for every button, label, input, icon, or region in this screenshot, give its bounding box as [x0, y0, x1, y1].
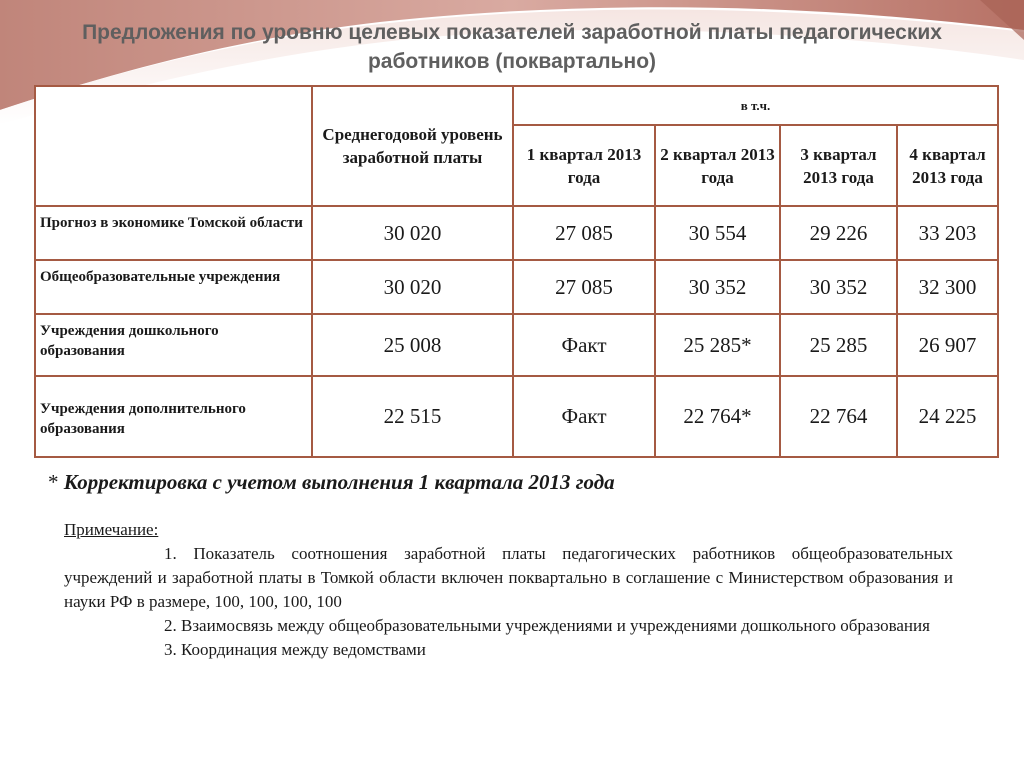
table-header-row	[35, 86, 998, 125]
header-quarter-4: 4 квартал 2013 года	[897, 125, 998, 206]
quarter-4-value: 32 300	[897, 260, 998, 314]
header-quarter-2: 2 квартал 2013 года	[655, 125, 780, 206]
quarter-1-value: 27 085	[513, 206, 655, 260]
salary-table	[34, 85, 999, 458]
quarter-4-value: 26 907	[897, 314, 998, 376]
avg-value: 25 008	[312, 314, 513, 376]
quarter-2-value: 25 285*	[655, 314, 780, 376]
footnote-star: *	[48, 470, 59, 494]
table-row	[35, 206, 998, 260]
header-including: в т.ч.	[513, 86, 998, 125]
footnote	[48, 470, 615, 495]
quarter-2-value: 22 764*	[655, 376, 780, 457]
header-quarter-1: 1 квартал 2013 года	[513, 125, 655, 206]
header-quarter-3: 3 квартал 2013 года	[780, 125, 897, 206]
page-title: Предложения по уровню целевых показателей заработной платы педагогических работников (поквартально)	[82, 21, 942, 73]
note-caption: Примечание:	[64, 520, 159, 539]
header-blank-cell	[35, 86, 312, 206]
quarter-1-value: 27 085	[513, 260, 655, 314]
table-row	[35, 260, 998, 314]
table-row	[35, 376, 998, 457]
row-label: Общеобразовательные учреждения	[35, 260, 312, 314]
quarter-2-value: 30 554	[655, 206, 780, 260]
header-avg-salary: Среднегодовой уровень заработной платы	[312, 86, 513, 206]
quarter-3-value: 22 764	[780, 376, 897, 457]
quarter-2-value: 30 352	[655, 260, 780, 314]
avg-value: 22 515	[312, 376, 513, 457]
row-label: Учреждения дошкольного образования	[35, 314, 312, 376]
quarter-3-value: 29 226	[780, 206, 897, 260]
note-item: 1. Показатель соотношения заработной платы педагогических работников общеобразовательных учреждений и заработной платы в Томкой области включен поквартально в соглашение с Министерством образования и науки РФ в размере, 100, 100, 100, 100	[64, 544, 953, 611]
quarter-4-value: 33 203	[897, 206, 998, 260]
row-label: Учреждения дополнительного образования	[35, 376, 312, 457]
footnote-text: Корректировка с учетом выполнения 1 квартала 2013 года	[63, 470, 615, 494]
note-item: 3. Координация между ведомствами	[164, 640, 426, 659]
quarter-4-value: 24 225	[897, 376, 998, 457]
quarter-3-value: 30 352	[780, 260, 897, 314]
row-label: Прогноз в экономике Томской области	[35, 206, 312, 260]
quarter-1-value: Факт	[513, 376, 655, 457]
quarter-1-value: Факт	[513, 314, 655, 376]
avg-value: 30 020	[312, 206, 513, 260]
avg-value: 30 020	[312, 260, 513, 314]
table-row	[35, 314, 998, 376]
note-block	[64, 518, 953, 662]
quarter-3-value: 25 285	[780, 314, 897, 376]
note-item: 2. Взаимосвязь между общеобразовательными учреждениями и учреждениями дошкольного образования	[164, 616, 930, 635]
